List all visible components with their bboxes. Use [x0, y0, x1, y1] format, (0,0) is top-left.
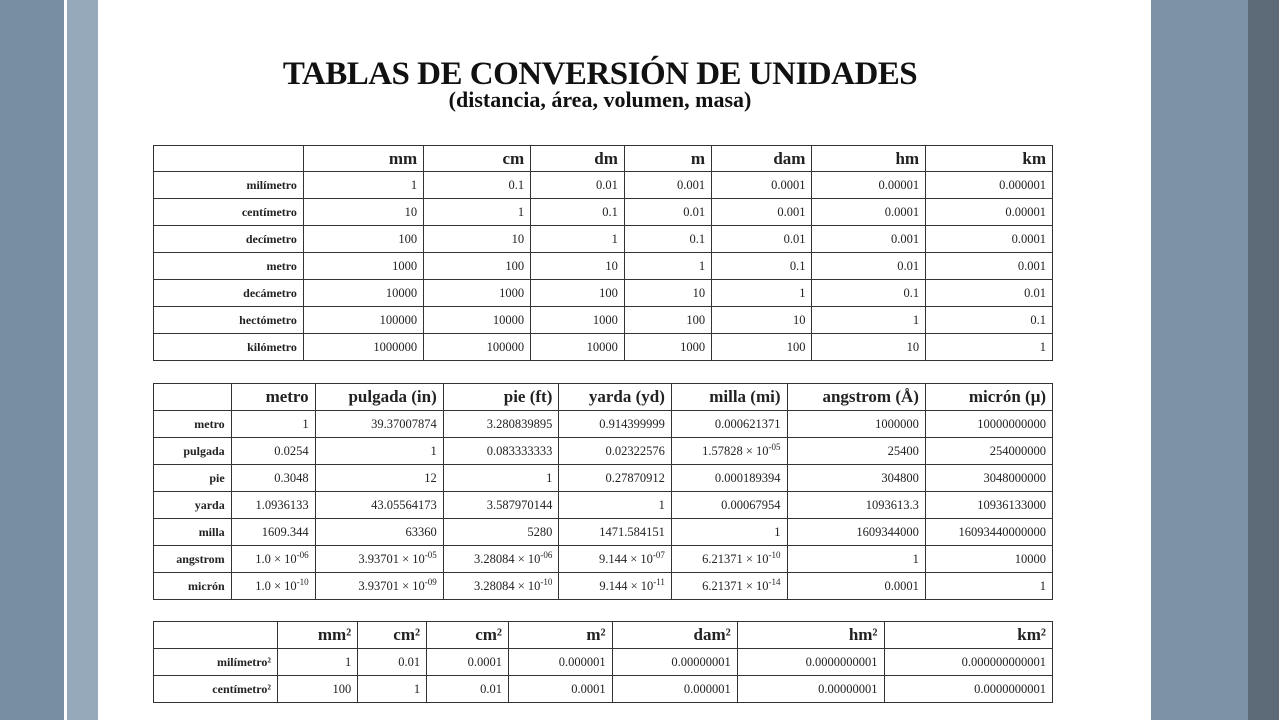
table-cell: 0.1: [624, 226, 711, 253]
table-cell: $3.28084 \times 10^{-06}$: [443, 546, 559, 573]
table-cell: 0.0000000001: [884, 676, 1052, 703]
table-cell: 1000000: [303, 334, 423, 361]
table-cell: 0.1: [424, 172, 531, 199]
table-cell: 0.00001: [812, 172, 926, 199]
table-row: [154, 226, 1053, 253]
table-cell: $6.21371 \times 10^{-14}$: [671, 573, 787, 600]
column-header: m²: [509, 622, 613, 649]
table-cell: 10000000000: [925, 411, 1052, 438]
table-cell: 254000000: [925, 438, 1052, 465]
table-row: [154, 253, 1053, 280]
left-margin-strip-light: [67, 0, 98, 720]
table-cell: 100: [277, 676, 357, 703]
table-cell: 0.01: [427, 676, 509, 703]
column-header: dam²: [612, 622, 737, 649]
table-row: [154, 492, 1053, 519]
table-cell: 1000: [531, 307, 625, 334]
table-row: [154, 676, 1053, 703]
table-cell: 1: [671, 519, 787, 546]
table-row: [154, 334, 1053, 361]
column-header: angstrom (Å): [787, 384, 925, 411]
table-cell: 0.001: [926, 253, 1053, 280]
row-header: kilómetro: [154, 334, 304, 361]
table-row: [154, 519, 1053, 546]
table-cell: 0.00067954: [671, 492, 787, 519]
table-cell: 10000: [925, 546, 1052, 573]
table-cell: 0.1: [926, 307, 1053, 334]
table-cell: 0.02322576: [559, 438, 672, 465]
table-cell: 100: [624, 307, 711, 334]
table-cell: 1: [358, 676, 427, 703]
table-cell: 0.01: [624, 199, 711, 226]
table-cell: 0.0001: [926, 226, 1053, 253]
table-cell: 1: [531, 226, 625, 253]
column-header: dam: [712, 146, 812, 172]
table-cell: 1000: [624, 334, 711, 361]
table-cell: 100: [303, 226, 423, 253]
table-cell: 1609.344: [231, 519, 315, 546]
table-cell: 0.00001: [926, 199, 1053, 226]
table-cell: 100: [424, 253, 531, 280]
row-header: metro: [154, 253, 304, 280]
table-cell: $1.57828 \times 10^{-05}$: [671, 438, 787, 465]
table-cell: 5280: [443, 519, 559, 546]
table-cell: 1: [315, 438, 443, 465]
row-header: milímetro²: [154, 649, 278, 676]
table-cell: 0.01: [531, 172, 625, 199]
table-cell: 16093440000000: [925, 519, 1052, 546]
table-cell: 0.01: [358, 649, 427, 676]
table-cell: 1.0936133: [231, 492, 315, 519]
table-cell: $1.0 \times 10^{-10}$: [231, 573, 315, 600]
table-row: [154, 411, 1053, 438]
table-cell: 0.0254: [231, 438, 315, 465]
table-row: [154, 199, 1053, 226]
table-cell: 1: [424, 199, 531, 226]
table-row: [154, 172, 1053, 199]
column-header: [154, 384, 232, 411]
table-cell: 39.37007874: [315, 411, 443, 438]
table-header-row: [154, 146, 1053, 172]
table-cell: 1093613.3: [787, 492, 925, 519]
table-cell: 0.0000000001: [737, 649, 884, 676]
table-cell: 10: [531, 253, 625, 280]
table-cell: 1: [787, 546, 925, 573]
table-row: [154, 546, 1053, 573]
column-header: [154, 146, 304, 172]
right-margin-strip-dark: [1248, 0, 1279, 720]
table-cell: 0.00000001: [737, 676, 884, 703]
table-cell: 100: [712, 334, 812, 361]
page-subtitle: (distancia, área, volumen, masa): [448, 87, 752, 112]
table-cell: 304800: [787, 465, 925, 492]
table-cell: 1000: [424, 280, 531, 307]
table-cell: 25400: [787, 438, 925, 465]
row-header: metro: [154, 411, 232, 438]
table-cell: $9.144 \times 10^{-07}$: [559, 546, 672, 573]
row-header: yarda: [154, 492, 232, 519]
table-cell: 0.0001: [509, 676, 613, 703]
table-row: [154, 465, 1053, 492]
table-cell: 10: [303, 199, 423, 226]
table-cell: 1: [559, 492, 672, 519]
table-row: [154, 280, 1053, 307]
table-cell: 1: [624, 253, 711, 280]
table-cell: 0.1: [812, 280, 926, 307]
table-cell: 100000: [303, 307, 423, 334]
column-header: yarda (yd): [559, 384, 672, 411]
table-row: [154, 649, 1053, 676]
table-cell: 0.001: [712, 199, 812, 226]
column-header: milla (mi): [671, 384, 787, 411]
left-margin-strip: [0, 0, 64, 720]
column-header: hm: [812, 146, 926, 172]
table-cell: 1: [443, 465, 559, 492]
table-cell: 0.001: [812, 226, 926, 253]
table-cell: 10: [424, 226, 531, 253]
column-header: mm: [303, 146, 423, 172]
table-cell: 0.01: [926, 280, 1053, 307]
table-cell: 63360: [315, 519, 443, 546]
table-cell: 1: [303, 172, 423, 199]
table-cell: 0.000000000001: [884, 649, 1052, 676]
table-cell: 10000: [424, 307, 531, 334]
table-cell: 0.000001: [612, 676, 737, 703]
table-cell: 0.27870912: [559, 465, 672, 492]
table-cell: 10: [624, 280, 711, 307]
table-cell: 10: [712, 307, 812, 334]
table-cell: 0.0001: [427, 649, 509, 676]
table-cell: $3.93701 \times 10^{-09}$: [315, 573, 443, 600]
table-cell: 1: [712, 280, 812, 307]
table-cell: $3.93701 \times 10^{-05}$: [315, 546, 443, 573]
table-cell: 3048000000: [925, 465, 1052, 492]
table-cell: $9.144 \times 10^{-11}$: [559, 573, 672, 600]
column-header: cm: [424, 146, 531, 172]
table-cell: 0.083333333: [443, 438, 559, 465]
column-header: dm: [531, 146, 625, 172]
table-cell: 0.3048: [231, 465, 315, 492]
column-header: micrón (μ): [925, 384, 1052, 411]
row-header: centímetro²: [154, 676, 278, 703]
table-cell: 0.914399999: [559, 411, 672, 438]
row-header: pie: [154, 465, 232, 492]
page-title: TABLAS DE CONVERSIÓN DE UNIDADES: [282, 56, 918, 92]
row-header: centímetro: [154, 199, 304, 226]
table-row: [154, 438, 1053, 465]
row-header: milla: [154, 519, 232, 546]
table-cell: 0.00000001: [612, 649, 737, 676]
table-cell: 0.1: [712, 253, 812, 280]
table-cell: 1: [926, 334, 1053, 361]
table-cell: $6.21371 \times 10^{-10}$: [671, 546, 787, 573]
table-cell: 1: [925, 573, 1052, 600]
row-header: hectómetro: [154, 307, 304, 334]
table-cell: 10936133000: [925, 492, 1052, 519]
table-cell: 0.000001: [509, 649, 613, 676]
column-header: metro: [231, 384, 315, 411]
column-header: pulgada (in): [315, 384, 443, 411]
table-cell: 10: [812, 334, 926, 361]
distance-units-table: [153, 383, 1053, 600]
column-header: km²: [884, 622, 1052, 649]
area-metric-table: [153, 621, 1053, 703]
table-header-row: [154, 622, 1053, 649]
table-cell: 1609344000: [787, 519, 925, 546]
table-cell: 1: [231, 411, 315, 438]
column-header: km: [926, 146, 1053, 172]
table-cell: $3.28084 \times 10^{-10}$: [443, 573, 559, 600]
column-header: hm²: [737, 622, 884, 649]
row-header: micrón: [154, 573, 232, 600]
table-cell: 0.1: [531, 199, 625, 226]
column-header: cm²: [427, 622, 509, 649]
table-cell: $1.0 \times 10^{-06}$: [231, 546, 315, 573]
table-cell: 0.000001: [926, 172, 1053, 199]
table-cell: 3.587970144: [443, 492, 559, 519]
row-header: pulgada: [154, 438, 232, 465]
row-header: decímetro: [154, 226, 304, 253]
table-cell: 12: [315, 465, 443, 492]
table-cell: 1: [277, 649, 357, 676]
table-cell: 0.0001: [812, 199, 926, 226]
table-cell: 0.01: [712, 226, 812, 253]
table-cell: 0.000189394: [671, 465, 787, 492]
table-cell: 3.280839895: [443, 411, 559, 438]
column-header: [154, 622, 278, 649]
column-header: pie (ft): [443, 384, 559, 411]
table-cell: 0.000621371: [671, 411, 787, 438]
row-header: decámetro: [154, 280, 304, 307]
table-cell: 10000: [303, 280, 423, 307]
column-header: mm²: [277, 622, 357, 649]
table-header-row: [154, 384, 1053, 411]
distance-metric-table: [153, 145, 1053, 361]
table-cell: 0.01: [812, 253, 926, 280]
table-cell: 1000000: [787, 411, 925, 438]
table-row: [154, 573, 1053, 600]
row-header: angstrom: [154, 546, 232, 573]
table-cell: 10000: [531, 334, 625, 361]
table-cell: 0.0001: [712, 172, 812, 199]
table-cell: 1: [812, 307, 926, 334]
table-cell: 0.001: [624, 172, 711, 199]
table-row: [154, 307, 1053, 334]
right-margin-strip: [1151, 0, 1248, 720]
table-cell: 100000: [424, 334, 531, 361]
column-header: cm²: [358, 622, 427, 649]
row-header: milímetro: [154, 172, 304, 199]
table-cell: 1471.584151: [559, 519, 672, 546]
table-cell: 1000: [303, 253, 423, 280]
table-cell: 0.0001: [787, 573, 925, 600]
table-cell: 43.05564173: [315, 492, 443, 519]
document-page: [98, 0, 1151, 720]
column-header: m: [624, 146, 711, 172]
table-cell: 100: [531, 280, 625, 307]
